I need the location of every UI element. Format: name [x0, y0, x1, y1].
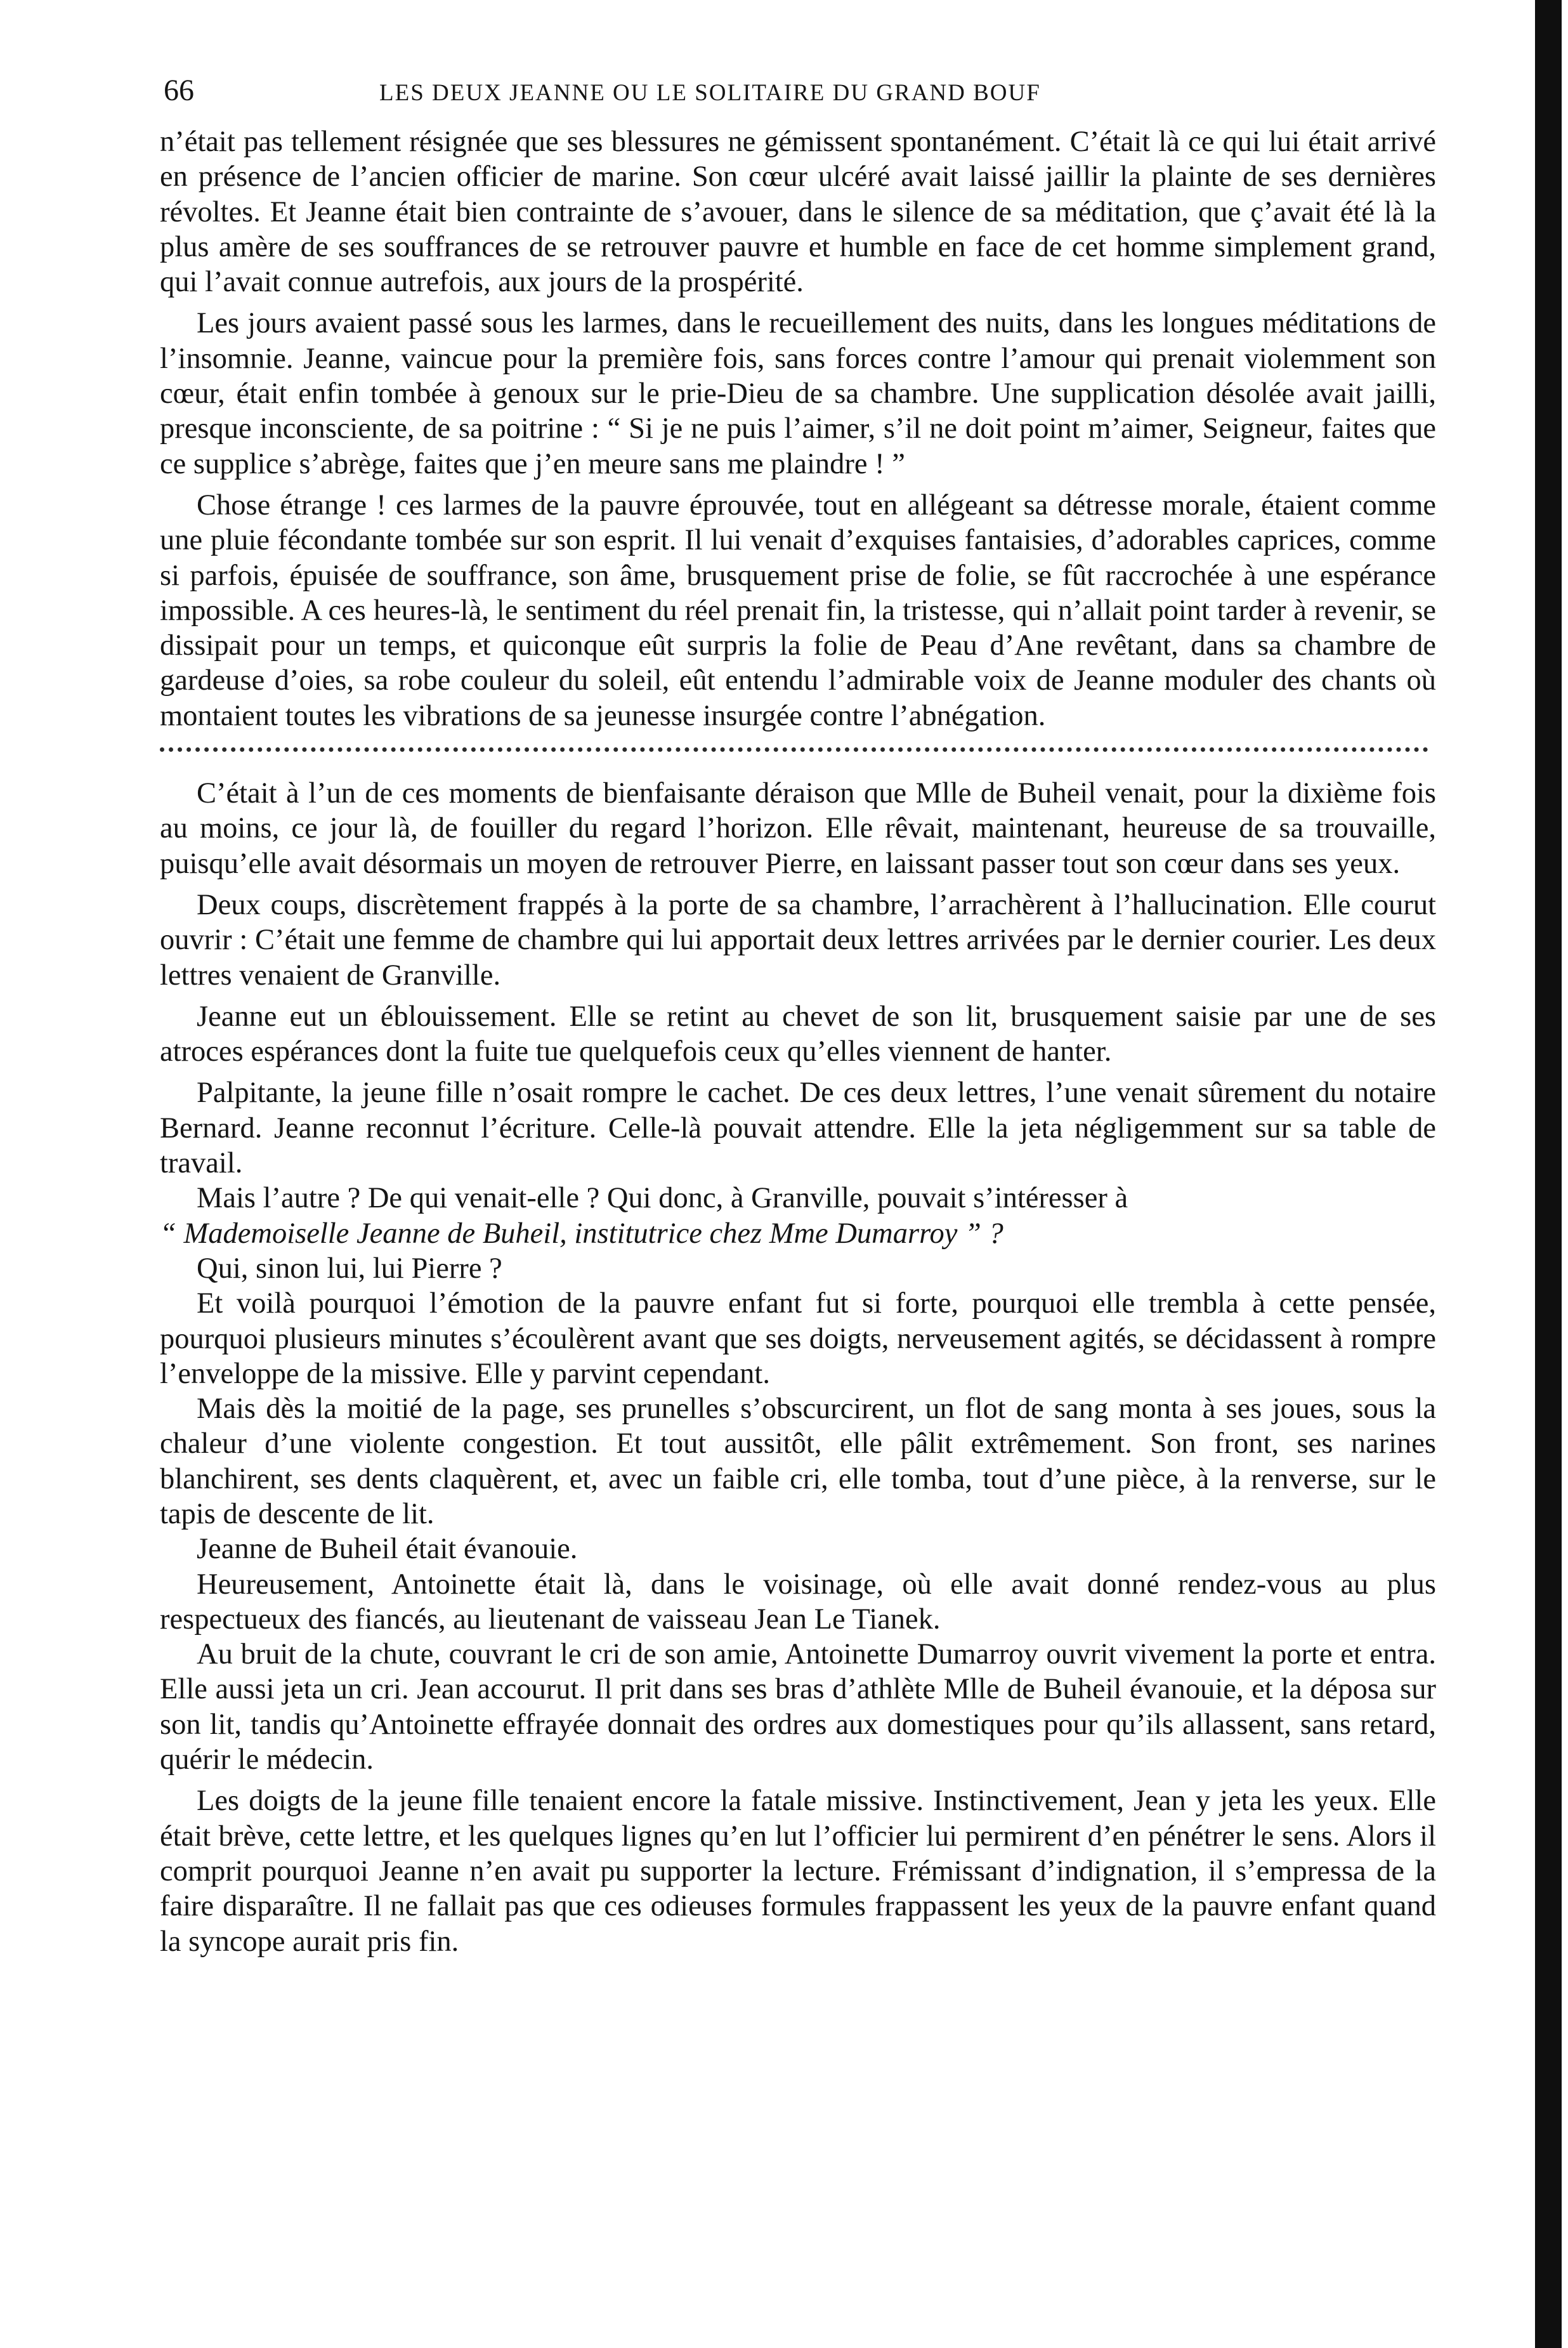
paragraph: Qui, sinon lui, lui Pierre ? [197, 1252, 502, 1285]
paragraph: Jeanne de Buheil était évanouie. [197, 1533, 578, 1566]
paragraph: Jeanne eut un éblouissement. Elle se retint au chevet de son lit, brusquement saisie par une de ses atroces espérances dont la fuite tue quelquefois ceux qu’elles viennent de hanter. [160, 1000, 1436, 1068]
paragraph: Chose étrange ! ces larmes de la pauvre éprouvée, tout en allégeant sa détresse morale, étaient comme une pluie fécondante tombée sur son esprit. Il lui venait d’exquises fantaisies, d’adorables caprices, comme si parfois, épuisée de souffrance, son âme, brusquement prise de folie, se fût raccrochée à une espérance impossible. A ces heures-là, le sentiment du réel prenait fin, la tristesse, qui n’allait point tarder à revenir, se dissipait pour un temps, et quiconque eût surpris la folie de Peau d’Ane revêtant, dans sa chambre de gardeuse d’oies, sa robe couleur du soleil, eût entendu l’admirable voix de Jeanne moduler des chants où montaient toutes les vibrations de sa jeunesse insurgée contre l’abnégation. [160, 489, 1436, 732]
page-edge-bar [1535, 0, 1562, 2348]
paragraph: Heureusement, Antoinette était là, dans le voisinage, où elle avait donné rendez-vous au plus respectueux des fiancés, au lieutenant de vaisseau Jean Le Tianek. [160, 1568, 1436, 1636]
paragraph: Deux coups, discrètement frappés à la porte de sa chambre, l’arrachèrent à l’hallucination. Elle courut ouvrir : C’était une femme de chambre qui lui apportait deux lettres arrivées par le dernier courier. Les deux lettres venaient de Granville. [160, 888, 1436, 992]
paragraph: Les jours avaient passé sous les larmes, dans le recueillement des nuits, dans les longues méditations de l’insomnie. Jeanne, vaincue pour la première fois, sans forces contre l’amour qui prenait violemment son cœur, était enfin tombée à genoux sur le prie-Dieu de sa chambre. Une supplication désolée avait jailli, presque inconsciente, de sa poitrine : “ Si je ne puis l’aimer, s’il ne doit point m’aimer, Seigneur, faites que ce supplice s’abrège, faites que j’en meure sans me plaindre ! ” [160, 307, 1436, 480]
running-title: LES DEUX JEANNE OU LE SOLITAIRE DU GRAND BOUF [379, 80, 1041, 106]
page-number: 66 [164, 74, 194, 107]
paragraph: C’était à l’un de ces moments de bienfaisante déraison que Mlle de Buheil venait, pour la dixième fois au moins, ce jour là, de fouiller du regard l’horizon. Elle rêvait, maintenant, heureuse de sa trouvaille, puisqu’elle avait désormais un moyen de retrouver Pierre, en laissant passer tout son cœur dans ses yeux. [160, 777, 1436, 880]
paragraph: Et voilà pourquoi l’émotion de la pauvre enfant fut si forte, pourquoi elle trembla à cette pensée, pourquoi plusieurs minutes s’écoulèrent avant que ses doigts, nerveusement agités, se décidassent à rompre l’enveloppe de la missive. Elle y parvint cependant. [160, 1287, 1436, 1390]
paragraph: Au bruit de la chute, couvrant le cri de son amie, Antoinette Dumarroy ouvrit vivement la porte et entra. Elle aussi jeta un cri. Jean accourut. Il prit dans ses bras d’athlète Mlle de Buheil évanouie, et la déposa sur son lit, tandis qu’Antoinette effrayée donnait des ordres aux domestiques pour qu’ils allassent, sans retard, quérir le médecin. [160, 1638, 1436, 1776]
paragraph: Les doigts de la jeune fille tenaient encore la fatale missive. Instinctivement, Jean y jeta les yeux. Elle était brève, cette lettre, et les quelques lignes qu’en lut l’officier lui permirent d’en pénétrer le sens. Alors il comprit pourquoi Jeanne n’en avait pu supporter la lecture. Frémissant d’indignation, il s’empressa de la faire disparaître. Il ne fallait pas que ces odieuses formules frappassent les yeux de la pauvre enfant quand la syncope aurait pris fin. [160, 1785, 1436, 1958]
paragraph: Mais l’autre ? De qui venait-elle ? Qui donc, à Granville, pouvait s’intéresser à [197, 1182, 1128, 1215]
paragraph: Palpitante, la jeune fille n’osait rompre le cachet. De ces deux lettres, l’une venait sûrement du notaire Bernard. Jeanne reconnut l’écriture. Celle-là pouvait attendre. Elle la jeta négligemment sur sa table de travail. [160, 1077, 1436, 1180]
paragraph: Mais dès la moitié de la page, ses prunelles s’obscurcirent, un flot de sang monta à ses joues, sous la chaleur d’une violente congestion. Et tout aussitôt, elle pâlit extrêmement. Son front, ses narines blanchirent, ses dents claquèrent, et, avec un faible cri, elle tomba, tout d’une pièce, à la renverse, sur le tapis de descente de lit. [160, 1393, 1436, 1530]
letter-address-text: “ Mademoiselle Jeanne de Buheil, institutrice chez Mme Dumarroy ” ? [160, 1217, 1003, 1250]
paragraph: n’était pas tellement résignée que ses blessures ne gémissent spontanément. C’était là ce qui lui était arrivé en présence de l’ancien officier de marine. Son cœur ulcéré avait laissé jaillir la plainte de ses dernières révoltes. Et Jeanne était bien contrainte de s’avouer, dans le silence de sa méditation, que ç’avait été là la plus amère de ses souffrances de se retrouver pauvre et humble en face de cet homme simplement grand, qui l’avait connue autrefois, aux jours de la prospérité. [160, 126, 1436, 299]
page-header [164, 69, 1445, 113]
section-divider [160, 747, 1428, 770]
letter-address [160, 1216, 1436, 1251]
body-text [160, 124, 1436, 1965]
